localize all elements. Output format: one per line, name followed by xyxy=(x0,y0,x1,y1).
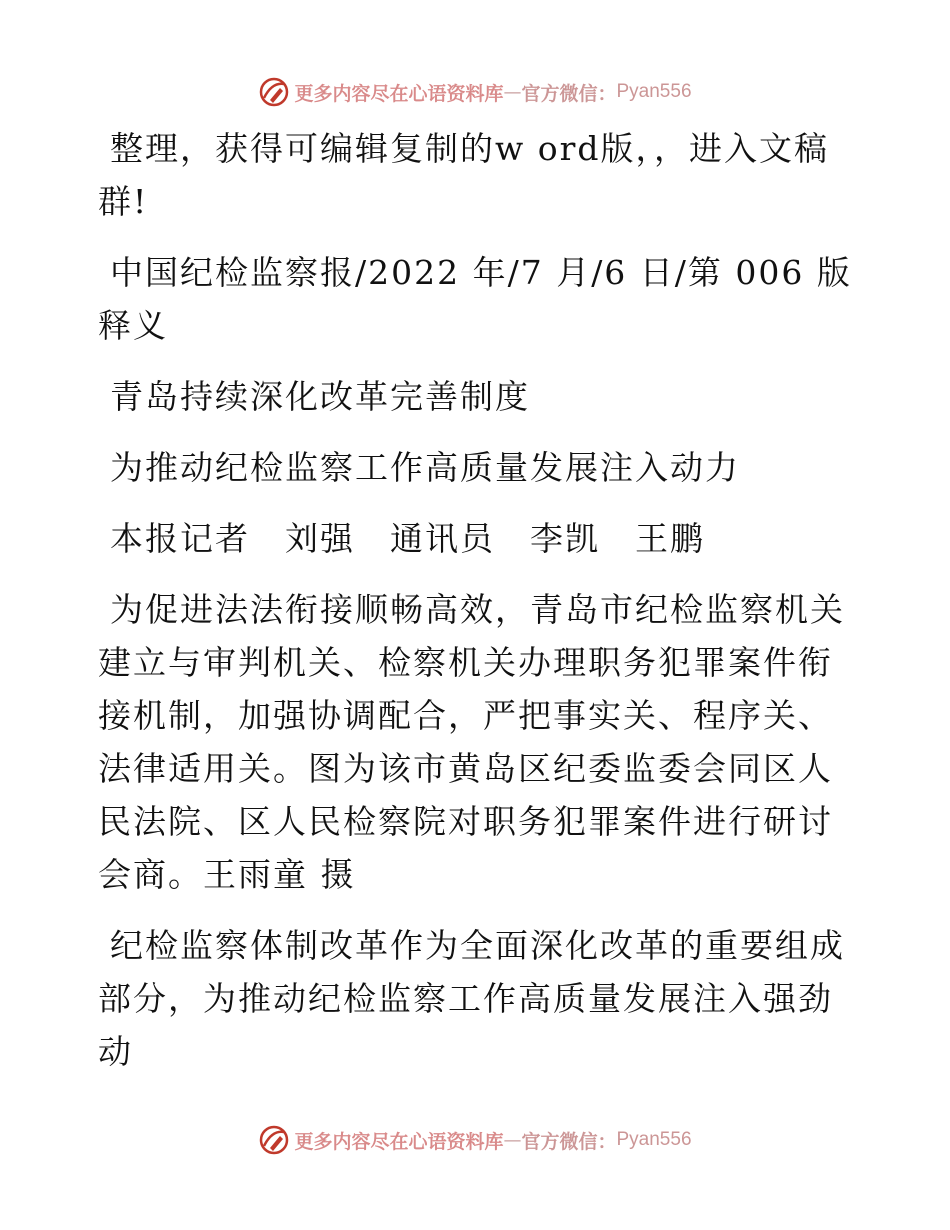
photo-caption: 为促进法法衔接顺畅高效，青岛市纪检监察机关建立与审判机关、检察机关办理职务犯罪案件衔接机制，加强协调配合，严把事实关、程序关、法律适用关。图为该市黄岛区纪委监委会同区人民法院、区人民检察院对职务犯罪案件进行研讨会商。王雨童 摄 xyxy=(98,590,845,894)
watermark-official: 官方微信： xyxy=(521,82,617,105)
watermark-brand: 更多内容尽在心语资料库 xyxy=(294,1130,504,1153)
document-body xyxy=(98,122,854,1096)
watermark-official: 官方微信： xyxy=(521,1130,617,1153)
headline-2: 为推动纪检监察工作高质量发展注入动力 xyxy=(110,448,740,487)
pen-logo-icon xyxy=(258,76,290,108)
header-watermark xyxy=(0,72,950,112)
watermark-handle: Pyan556 xyxy=(616,81,692,102)
watermark-dash: — xyxy=(503,1129,522,1151)
watermark-dash: — xyxy=(503,81,522,103)
intro-paragraph: 整理，获得可编辑复制的w ord版，，进入文稿群! xyxy=(98,129,830,221)
footer-watermark xyxy=(0,1120,950,1160)
source-line: 中国纪检监察报/2022 年/7 月/6 日/第 006 版释义 xyxy=(98,253,852,345)
headline-1: 青岛持续深化改革完善制度 xyxy=(110,377,530,416)
watermark-handle: Pyan556 xyxy=(616,1129,692,1150)
pen-logo-icon xyxy=(258,1124,290,1156)
body-paragraph: 纪检监察体制改革作为全面深化改革的重要组成部分，为推动纪检监察工作高质量发展注入强劲动 xyxy=(98,926,845,1071)
watermark-brand: 更多内容尽在心语资料库 xyxy=(294,82,504,105)
byline: 本报记者 刘强 通讯员 李凯 王鹏 xyxy=(110,519,705,558)
